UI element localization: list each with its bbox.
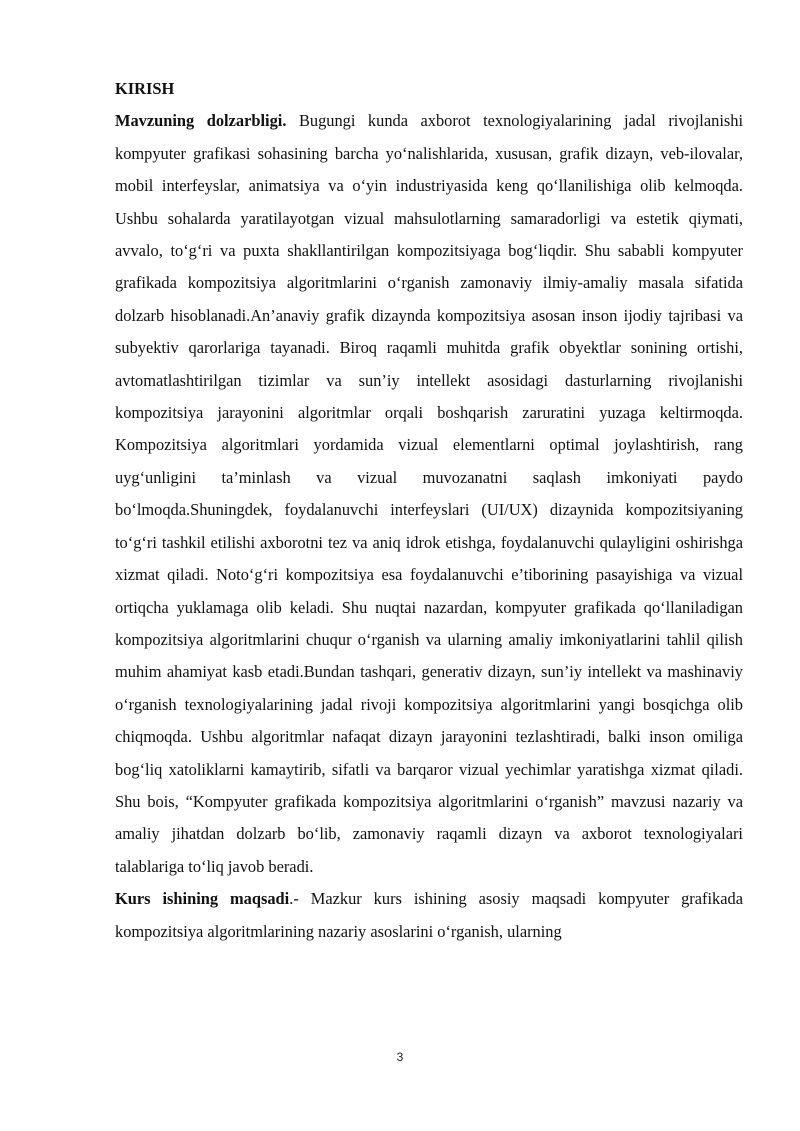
paragraph-lead: Kurs ishining maqsadi — [115, 889, 290, 909]
page-content — [115, 73, 743, 948]
page-number: 3 — [396, 1050, 404, 1064]
paragraph-relevance — [115, 105, 743, 883]
section-heading: KIRISH — [115, 79, 175, 98]
paragraph-text: .- Mazkur kurs ishining asosiy maqsadi kompyuter grafikada kompozitsiya algoritmlarining nazariy asoslarini o‘rganish, ularning — [115, 889, 743, 941]
paragraph-goal — [115, 883, 743, 948]
paragraph-lead: Mavzuning dolzarbligi. — [115, 111, 287, 131]
paragraph-text: Bugungi kunda axborot texnologiyalarining jadal rivojlanishi kompyuter grafikasi sohasining barcha yo‘nalishlarida, xususan, grafik dizayn, veb-ilovalar, mobil interfeyslar, animatsiya va o‘yin industriyasida keng qo‘llanilishiga olib kelmoqda. Ushbu sohalarda yaratilayotgan vizual mahsulotlarning samaradorligi va estetik qiymati, avvalo, to‘g‘ri va puxta shakllantirilgan kompozitsiyaga bog‘liqdir. Shu sababli kompyuter grafikada kompozitsiya algoritmlarini o‘rganish zamonaviy ilmiy-amaliy masala sifatida dolzarb hisoblanadi.An’anaviy grafik dizaynda kompozitsiya asosan inson ijodiy tajribasi va subyektiv qarorlariga tayanadi. Biroq raqamli muhitda grafik obyektlar sonining ortishi, avtomatlashtirilgan tizimlar va sun’iy intellekt asosidagi dasturlarning rivojlanishi kompozitsiya jarayonini algoritmlar orqali boshqarish zaruratini yuzaga keltirmoqda. Kompozitsiya algoritmlari yordamida vizual elementlarni optimal joylashtirish, rang uyg‘unligini ta’minlash va vizual muvozanatni saqlash imkoniyati paydo bo‘lmoqda.Shuningdek, foydalanuvchi interfeyslari (UI/UX) dizaynida kompozitsiyaning to‘g‘ri tashkil etilishi axborotni tez va aniq idrok etishga, foydalanuvchi qulayligini oshirishga xizmat qiladi. Noto‘g‘ri kompozitsiya esa foydalanuvchi e’tiborining pasayishiga va vizual ortiqcha yuklamaga olib keladi. Shu nuqtai nazardan, kompyuter grafikada qo‘llaniladigan kompozitsiya algoritmlarini chuqur o‘rganish va ularning amaliy imkoniyatlarini tahlil qilish muhim ahamiyat kasb etadi.Bundan tashqari, generativ dizayn, sun’iy intellekt va mashinaviy o‘rganish texnologiyalarining jadal rivoji kompozitsiya algoritmlarini yangi bosqichga olib chiqmoqda. Ushbu algoritmlar nafaqat dizayn jarayonini tezlashtiradi, balki inson omiliga bog‘liq xatoliklarni kamaytirib, sifatli va barqaror vizual yechimlar yaratishga xizmat qiladi. Shu bois, “Kompyuter grafikada kompozitsiya algoritmlarini o‘rganish” mavzusi nazariy va amaliy jihatdan dolzarb bo‘lib, zamonaviy raqamli dizayn va axborot texnologiyalari talablariga to‘liq javob beradi. — [115, 111, 743, 876]
